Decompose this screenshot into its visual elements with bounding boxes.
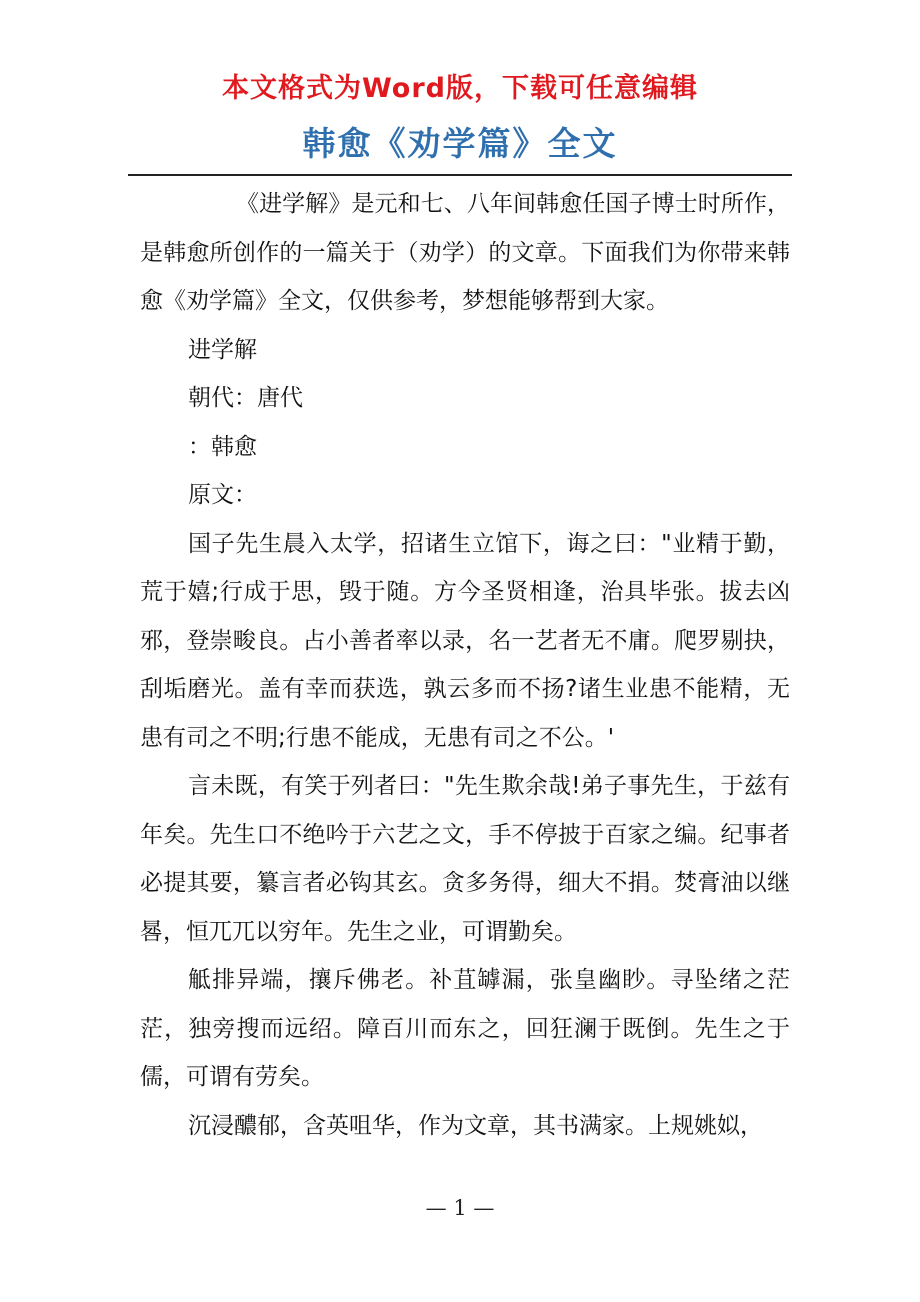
text-paragraph: 觝排异端，攘斥佛老。补苴罅漏，张皇幽眇。寻坠绪之茫茫，独旁搜而远绍。障百川而东之，回狂澜于既倒。先生之于儒，可谓有劳矣。: [140, 967, 790, 1090]
document-title: 韩愈《劝学篇》全文: [302, 124, 618, 163]
text-paragraph: 言未既，有笑于列者曰："先生欺余哉!弟子事先生，于兹有年矣。先生口不绝吟于六艺之文，手不停披于百家之编。纪事者必提其要，纂言者必钩其玄。贪多务得，细大不捐。焚膏油以继晷，恒兀兀以穷年。先生之业，可谓勤矣。: [140, 773, 790, 945]
document-body: [140, 180, 790, 1150]
poem-title: 进学解: [188, 336, 257, 363]
text-paragraph: 沉浸醲郁，含英咀华，作为文章，其书满家。上规姚姒，: [188, 1112, 763, 1139]
title-divider: [128, 174, 792, 176]
download-banner: 本文格式为Word版，下载可任意编辑: [221, 73, 698, 104]
dynasty-line: 朝代：唐代: [188, 385, 303, 411]
original-label: 原文：: [188, 482, 257, 508]
author-line: ：韩愈: [188, 433, 257, 460]
text-paragraph: 国子先生晨入太学，招诸生立馆下，诲之曰："业精于勤，荒于嬉;行成于思，毁于随。方今圣贤相逢，治具毕张。拔去凶邪，登崇畯良。占小善者率以录，名一艺者无不庸。爬罗剔抉，刮垢磨光。盖有幸而获选，孰云多而不扬?诸生业患不能精，无患有司之不明;行患不能成，无患有司之不公。': [140, 530, 790, 751]
intro-paragraph: 《进学解》是元和七、八年间韩愈任国子博士时所作，是韩愈所创作的一篇关于（劝学）的文章。下面我们为你带来韩愈《劝学篇》全文，仅供参考，梦想能够帮到大家。: [140, 191, 790, 314]
page-number: — 1 —: [425, 1196, 495, 1220]
